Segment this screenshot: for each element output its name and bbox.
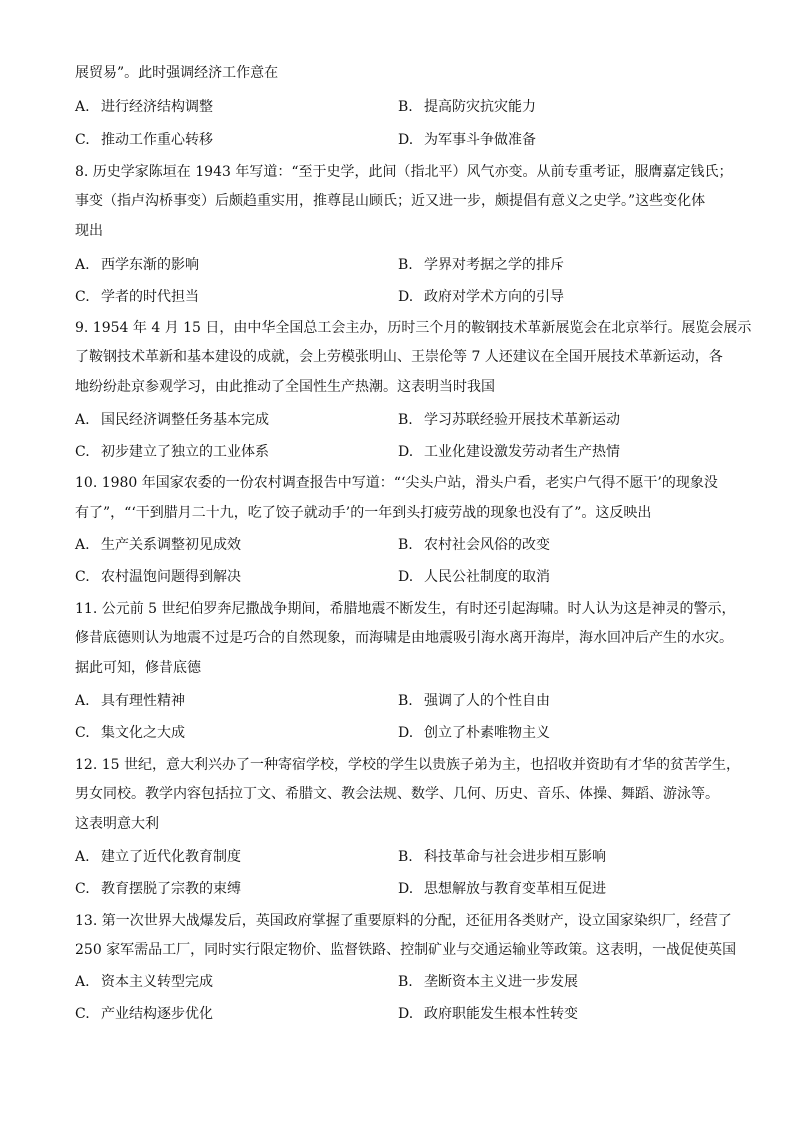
q8-stem-line: 现出: [75, 223, 103, 239]
q9-option-a[interactable]: A. 国民经济调整任务基本完成: [75, 412, 269, 428]
q7-option-b[interactable]: B. 提高防灾抗灾能力: [398, 99, 536, 115]
q7-option-d[interactable]: D. 为军事斗争做准备: [398, 132, 536, 148]
q10-option-c[interactable]: C. 农村温饱问题得到解决: [75, 569, 241, 585]
q11-stem-line: 11. 公元前 5 世纪伯罗奔尼撒战争期间，希腊地震不断发生，有时还引起海啸。时人认为这是神灵的警示，: [75, 601, 736, 617]
q13-option-a[interactable]: A. 资本主义转型完成: [75, 974, 213, 990]
q10-stem-line: 有了”，“‘干到腊月二十九，吃了饺子就动手’的一年到头打疲劳战的现象也没有了”。这反映出: [75, 505, 652, 521]
q12-stem-line: 12. 15 世纪，意大利兴办了一种寄宿学校，学校的学生以贵族子弟为主，也招收并资助有才华的贫苦学生，: [75, 757, 740, 773]
q8-stem-line: 8. 历史学家陈垣在 1943 年写道：“至于史学，此间（指北平）风气亦变。从前专重考证，服膺嘉定钱氏；: [75, 164, 733, 180]
q12-option-d[interactable]: D. 思想解放与教育变革相互促进: [398, 881, 606, 897]
q11-option-a[interactable]: A. 具有理性精神: [75, 693, 185, 709]
q9-option-b[interactable]: B. 学习苏联经验开展技术革新运动: [398, 412, 620, 428]
q12-stem-line: 这表明意大利: [75, 816, 159, 832]
q12-stem-line: 男女同校。教学内容包括拉丁文、希腊文、教会法规、数学、几何、历史、音乐、体操、舞蹈、游泳等。: [75, 786, 719, 802]
q10-stem-line: 10. 1980 年国家农委的一份农村调查报告中写道：“‘尖头户站，滑头户看，老实户气得不愿干’的现象没: [75, 475, 718, 491]
q11-stem-line: 据此可知，修昔底德: [75, 660, 201, 676]
q8-stem-line: 事变（指卢沟桥事变）后颇趋重实用，推尊昆山顾氏；近又进一步，颇提倡有意义之史学。”这些变化体: [75, 193, 706, 209]
q8-option-b[interactable]: B. 学界对考据之学的排斥: [398, 257, 564, 273]
q12-option-b[interactable]: B. 科技革命与社会进步相互影响: [398, 849, 606, 865]
q7-stem-tail: 展贸易”。此时强调经济工作意在: [75, 65, 279, 81]
q8-option-d[interactable]: D. 政府对学术方向的引导: [398, 289, 564, 305]
q13-stem-line: 13. 第一次世界大战爆发后，英国政府掌握了重要原料的分配，还征用各类财产，设立国家染织厂，经营了: [75, 913, 732, 929]
q11-option-c[interactable]: C. 集文化之大成: [75, 725, 185, 741]
q9-stem-line: 地纷纷赴京参观学习，由此推动了全国性生产热潮。这表明当时我国: [75, 379, 495, 395]
q11-stem-line: 修昔底德则认为地震不过是巧合的自然现象，而海啸是由地震吸引海水离开海岸，海水回冲后产生的水灾。: [75, 630, 733, 646]
q10-option-d[interactable]: D. 人民公社制度的取消: [398, 569, 550, 585]
q11-option-b[interactable]: B. 强调了人的个性自由: [398, 693, 550, 709]
q13-option-c[interactable]: C. 产业结构逐步优化: [75, 1006, 213, 1022]
q8-option-a[interactable]: A. 西学东渐的影响: [75, 257, 199, 273]
q7-option-c[interactable]: C. 推动工作重心转移: [75, 132, 213, 148]
q11-option-d[interactable]: D. 创立了朴素唯物主义: [398, 725, 550, 741]
q9-stem-line: 9. 1954 年 4 月 15 日，由中华全国总工会主办，历时三个月的鞍钢技术革新展览会在北京举行。展览会展示: [75, 320, 752, 336]
q13-stem-line: 250 家军需品工厂，同时实行限定物价、监督铁路、控制矿业与交通运输业等政策。这表明，一战促使英国: [75, 942, 737, 958]
q10-option-b[interactable]: B. 农村社会风俗的改变: [398, 537, 550, 553]
q13-option-b[interactable]: B. 垄断资本主义进一步发展: [398, 974, 578, 990]
q12-option-a[interactable]: A. 建立了近代化教育制度: [75, 849, 241, 865]
q9-option-c[interactable]: C. 初步建立了独立的工业体系: [75, 444, 269, 460]
q8-option-c[interactable]: C. 学者的时代担当: [75, 289, 199, 305]
q9-stem-line: 了鞍钢技术革新和基本建设的成就，会上劳模张明山、王崇伦等 7 人还建议在全国开展技术革新运动，各: [75, 349, 723, 365]
q12-option-c[interactable]: C. 教育摆脱了宗教的束缚: [75, 881, 241, 897]
q13-option-d[interactable]: D. 政府职能发生根本性转变: [398, 1006, 578, 1022]
q9-option-d[interactable]: D. 工业化建设激发劳动者生产热情: [398, 444, 620, 460]
q10-option-a[interactable]: A. 生产关系调整初见成效: [75, 537, 241, 553]
q7-option-a[interactable]: A. 进行经济结构调整: [75, 99, 213, 115]
